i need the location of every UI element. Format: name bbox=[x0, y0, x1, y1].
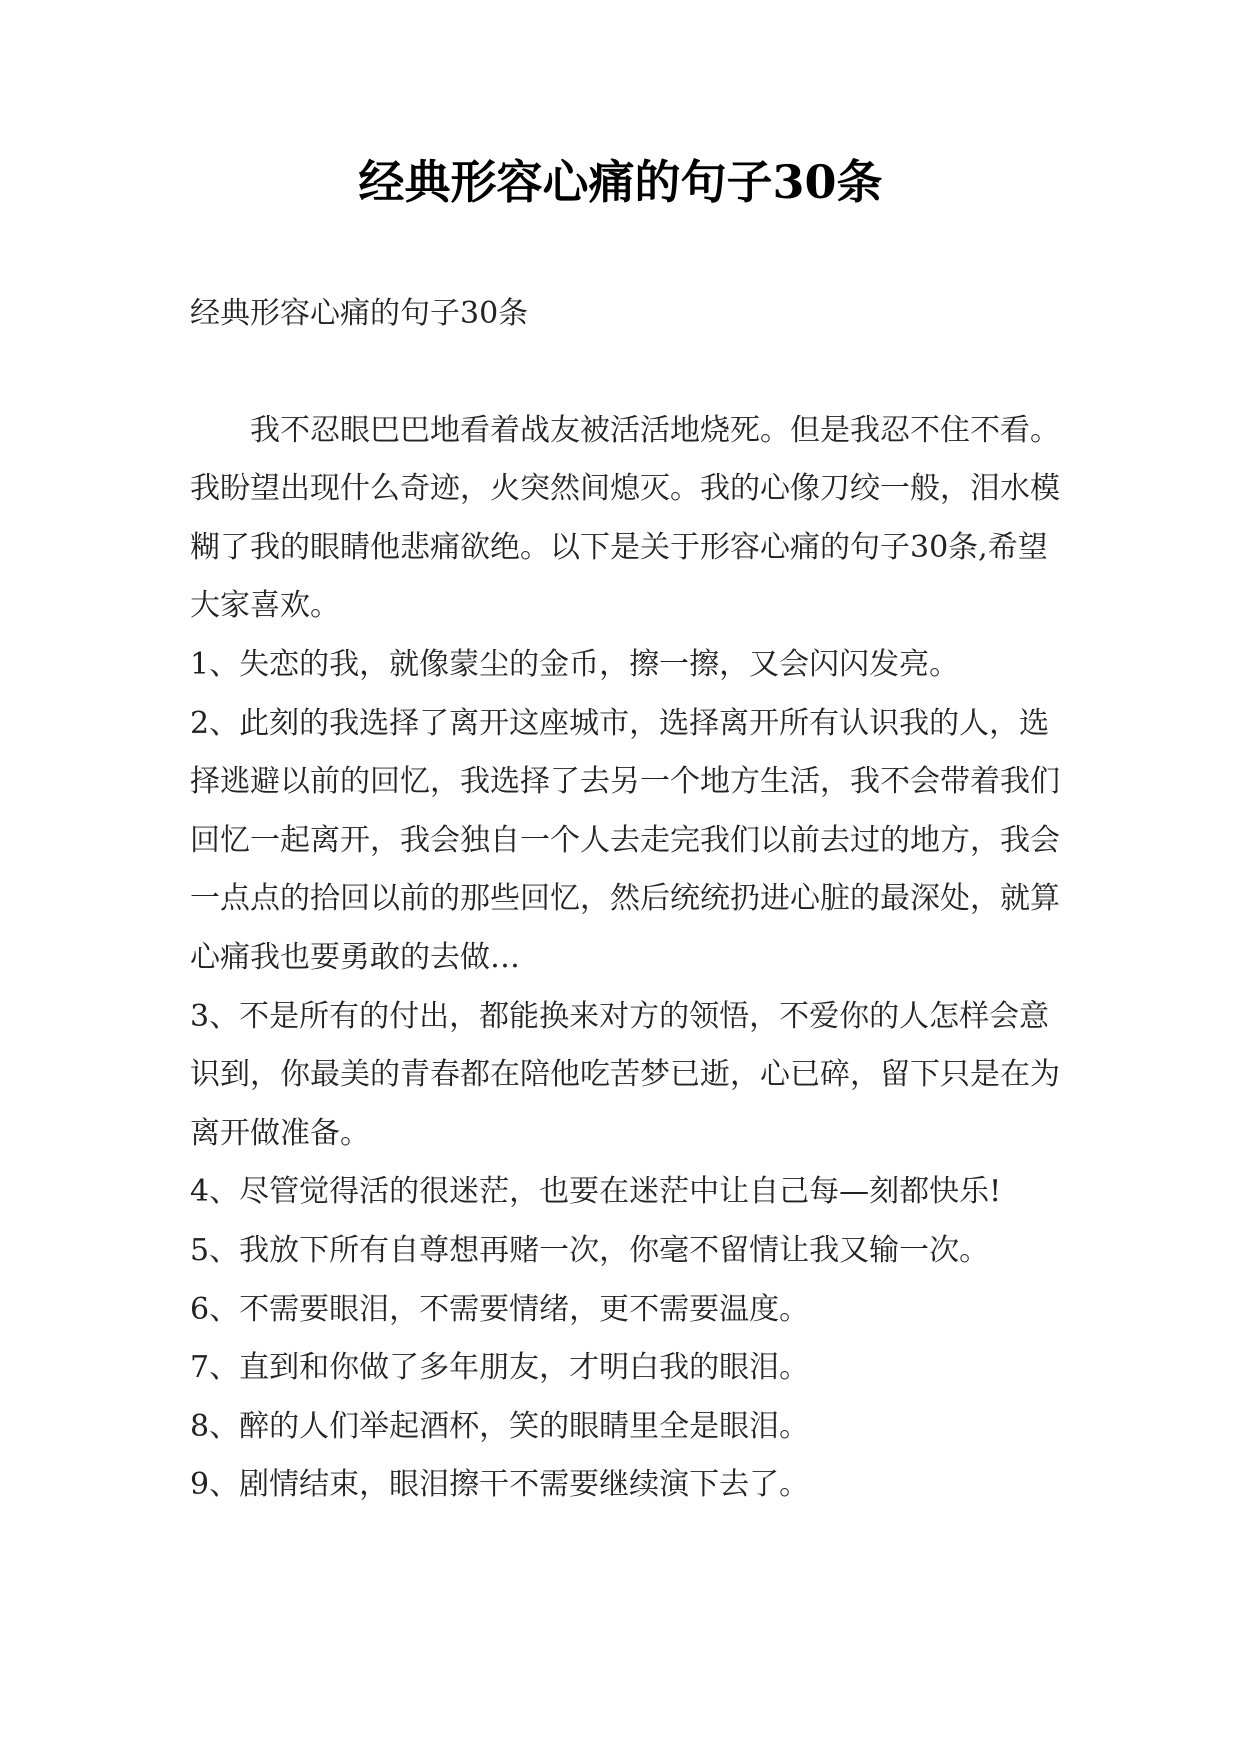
list-item: 9、剧情结束，眼泪擦干不需要继续演下去了。 bbox=[190, 1467, 810, 1503]
list-item: 8、醉的人们举起酒杯，笑的眼睛里全是眼泪。 bbox=[190, 1408, 810, 1444]
intro-paragraph: 我不忍眼巴巴地看着战友被活活地烧死。但是我忍不住不看。我盼望出现什么奇迹，火突然间熄灭。我的心像刀绞一般，泪水模糊了我的眼睛他悲痛欲绝。以下是关于形容心痛的句子30条,希望大家喜欢。 bbox=[190, 412, 1060, 624]
document-title: 经典形容心痛的句子30条 bbox=[358, 155, 883, 209]
document-subtitle: 经典形容心痛的句子30条 bbox=[190, 296, 529, 331]
list-item: 4、尽管觉得活的很迷茫，也要在迷茫中让自己每—刻都快乐! bbox=[190, 1174, 1002, 1210]
list-item: 6、不需要眼泪，不需要情绪，更不需要温度。 bbox=[190, 1291, 810, 1327]
document-body bbox=[190, 285, 1075, 1515]
list-item: 5、我放下所有自尊想再赌一次，你毫不留情让我又输一次。 bbox=[190, 1232, 990, 1268]
list-item: 1、失恋的我，就像蒙尘的金币，擦一擦，又会闪闪发亮。 bbox=[190, 646, 960, 682]
list-item: 3、不是所有的付出，都能换来对方的领悟，不爱你的人怎样会意识到，你最美的青春都在陪他吃苦梦已逝，心已碎，留下只是在为离开做准备。 bbox=[190, 998, 1060, 1151]
list-item: 7、直到和你做了多年朋友，才明白我的眼泪。 bbox=[190, 1350, 810, 1386]
list-item: 2、此刻的我选择了离开这座城市，选择离开所有认识我的人，选择逃避以前的回忆，我选择了去另一个地方生活，我不会带着我们回忆一起离开，我会独自一个人去走完我们以前去过的地方，我会一点点的拾回以前的那些回忆，然后统统扔进心脏的最深处，就算心痛我也要勇敢的去做… bbox=[190, 705, 1060, 975]
